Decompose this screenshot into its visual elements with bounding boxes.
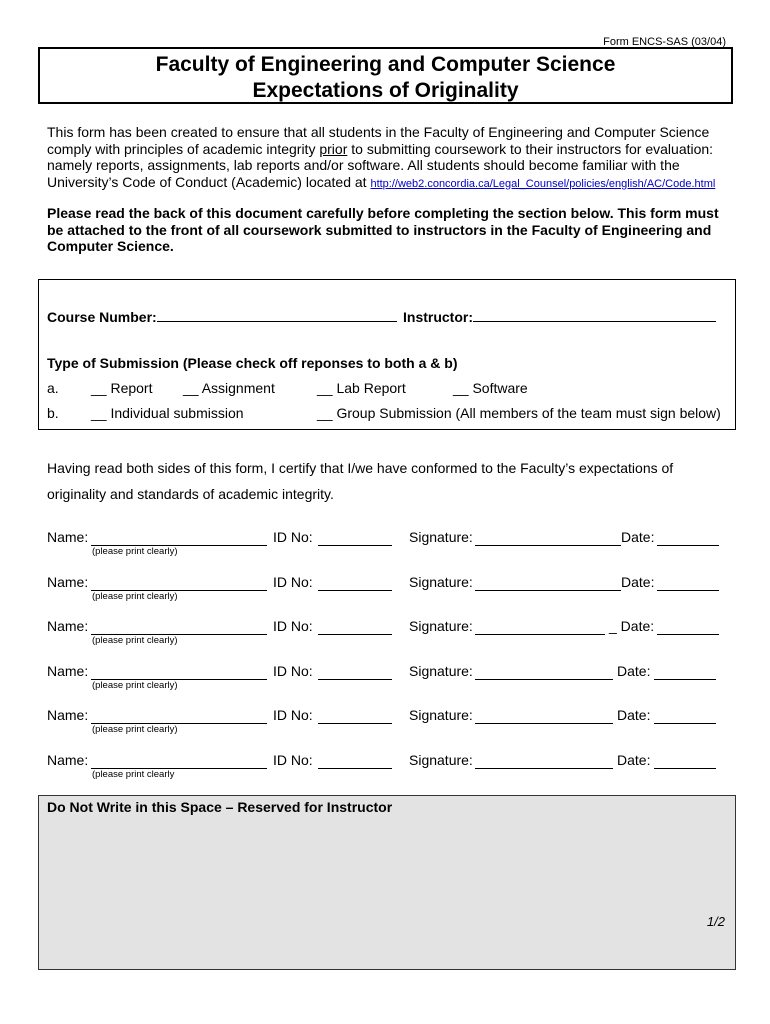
name-field[interactable] (91, 620, 267, 635)
instructor-reserved-box (38, 795, 736, 970)
id-label: ID No: (273, 574, 313, 590)
name-field[interactable] (91, 531, 267, 546)
signature-row (47, 707, 737, 741)
id-field[interactable] (318, 665, 392, 680)
name-label: Name: (47, 574, 89, 590)
certify-statement (47, 455, 737, 507)
name-label: Name: (47, 752, 89, 768)
id-field[interactable] (318, 709, 392, 724)
id-field[interactable] (318, 620, 392, 635)
warning-paragraph: Please read the back of this document carefully before completing the section below. This form must be attached to the front of all coursework submitted to instructors in the Faculty of Engineering and Computer Science. (47, 205, 719, 254)
course-number-field[interactable] (157, 307, 397, 322)
signature-label: Signature: (409, 663, 473, 679)
intro-text-2: to submitting coursework to their instructors for evaluation: namely reports, assignments, lab reports and/or software. All students should become familiar with the University’s Code of Conduct (Academic) located at (47, 140, 714, 190)
date-field[interactable] (654, 754, 716, 769)
intro-paragraph (47, 124, 737, 192)
signature-field[interactable] (475, 754, 613, 769)
date-label: Date: (621, 574, 655, 590)
name-hint: (please print clearly) (92, 680, 178, 691)
option-report[interactable]: __ Report (91, 380, 153, 396)
page-subtitle: Expectations of Originality (252, 79, 519, 102)
option-lab-report[interactable]: __ Lab Report (317, 380, 406, 396)
id-field[interactable] (318, 576, 392, 591)
signature-row (47, 752, 737, 786)
page-title: Faculty of Engineering and Computer Science (155, 53, 616, 76)
date-label: Date: (617, 663, 651, 679)
id-label: ID No: (273, 752, 313, 768)
row-a-label: a. (47, 380, 59, 396)
date-field[interactable] (654, 665, 716, 680)
signature-field[interactable] (475, 620, 605, 635)
date-label: Date: (621, 529, 655, 545)
row-b-label: b. (47, 405, 59, 421)
id-label: ID No: (273, 529, 313, 545)
option-group[interactable]: __ Group Submission (All members of the team must sign below) (317, 405, 721, 421)
intro-text-1: This form has been created to ensure that all students in the Faculty of Engineering and Computer Science comply with principles of academic integrity (47, 124, 710, 157)
id-label: ID No: (273, 707, 313, 723)
id-field[interactable] (318, 754, 392, 769)
signature-label: Signature: (409, 752, 473, 768)
signature-field[interactable] (475, 709, 613, 724)
signature-label: Signature: (409, 618, 473, 634)
signature-field[interactable] (475, 665, 613, 680)
date-field[interactable] (657, 620, 719, 635)
date-field[interactable] (654, 709, 716, 724)
name-label: Name: (47, 663, 89, 679)
page-number: 1/2 (706, 914, 725, 929)
option-individual[interactable]: __ Individual submission (91, 405, 244, 421)
signature-row (47, 574, 737, 608)
date-field[interactable] (657, 576, 719, 591)
option-assignment[interactable]: __ Assignment (183, 380, 275, 396)
reserved-title: Do Not Write in this Space – Reserved for Instructor (47, 799, 393, 815)
signature-label: Signature: (409, 707, 473, 723)
instructor-label: Instructor: (403, 309, 473, 325)
date-label: Date: (617, 707, 651, 723)
signature-field[interactable] (475, 531, 621, 546)
certify-line-2: originality and standards of academic integrity. (47, 486, 334, 502)
date-label: _ Date: (609, 618, 655, 634)
instructor-field[interactable] (473, 307, 716, 322)
name-hint: (please print clearly (92, 769, 175, 780)
date-field[interactable] (657, 531, 719, 546)
name-field[interactable] (91, 709, 267, 724)
course-box (38, 279, 736, 430)
signature-label: Signature: (409, 529, 473, 545)
course-number-label: Course Number: (47, 309, 157, 325)
name-hint: (please print clearly) (92, 724, 178, 735)
intro-prior: prior (319, 140, 348, 157)
name-label: Name: (47, 707, 89, 723)
name-field[interactable] (91, 754, 267, 769)
certify-line-1: Having read both sides of this form, I certify that I/we have conformed to the Faculty’s expectations of (47, 460, 674, 476)
id-field[interactable] (318, 531, 392, 546)
signature-label: Signature: (409, 574, 473, 590)
name-label: Name: (47, 529, 89, 545)
name-label: Name: (47, 618, 89, 634)
id-label: ID No: (273, 663, 313, 679)
name-field[interactable] (91, 665, 267, 680)
id-label: ID No: (273, 618, 313, 634)
signature-field[interactable] (475, 576, 621, 591)
option-software[interactable]: __ Software (453, 380, 528, 396)
title-box (38, 47, 733, 104)
form-code: Form ENCS-SAS (03/04) (603, 36, 726, 48)
signature-row (47, 529, 737, 563)
date-label: Date: (617, 752, 651, 768)
name-field[interactable] (91, 576, 267, 591)
name-hint: (please print clearly) (92, 591, 178, 602)
submission-type-label: Type of Submission (Please check off reponses to both a & b) (47, 355, 458, 371)
code-of-conduct-link[interactable]: http://web2.concordia.ca/Legal_Counsel/policies/english/AC/Code.html (370, 177, 716, 190)
name-hint: (please print clearly) (92, 635, 178, 646)
signature-row (47, 663, 737, 697)
name-hint: (please print clearly) (92, 546, 178, 557)
signature-row (47, 618, 737, 652)
